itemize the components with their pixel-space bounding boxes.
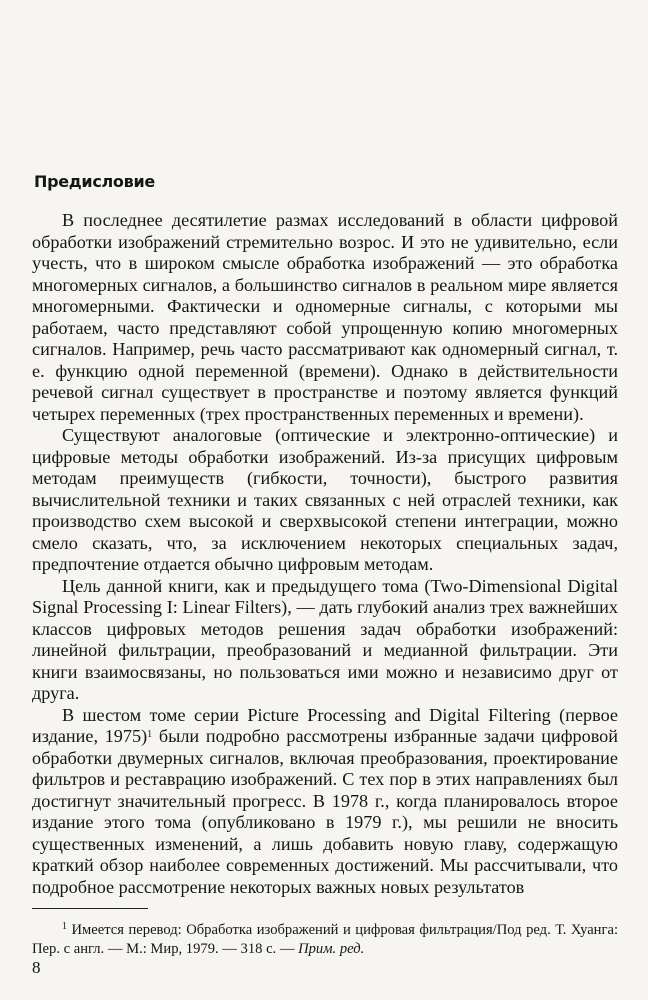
paragraph-4-before-note: В шестом томе серии Picture Processing and Digital Filtering (первое издание, 1975) — [32, 704, 618, 746]
footnote-mark: 1 — [62, 921, 67, 932]
footnote — [32, 921, 618, 959]
page-number: 8 — [32, 958, 41, 977]
paragraph-4-after-note: были подробно рассмотрены избранные задачи цифровой обработки двумерных сигналов, включая преобразования, проектирование фильтров и реставрацию изображений. С тех пор в этих направлениях был достигнут значительный прогресс. В 1978 г., когда планировалось второе издание этого тома (опубликовано в 1979 г.), мы решили не вносить существенных изменений, а лишь добавить новую главу, содержащую краткий обзор наиболее современных достижений. Мы рассчитывали, что подробное рассмотрение некоторых важных новых результатов — [32, 726, 618, 897]
paragraph-1: В последнее десятилетие размах исследований в области цифровой обработки изображений стремительно возрос. И это не удивительно, если учесть, что в широком смысле обработка изображений — это обработка многомерных сигналов, а большинство сигналов в реальном мире является многомерными. Фактически и одномерные сигналы, с которыми мы работаем, часто представляют собой упрощенную копию многомерных сигналов. Например, речь часто рассматривают как одномерный сигнал, т. е. функцию одной переменной (времени). Однако в действительности речевой сигнал существует в пространстве и поэтому является функций четырех переменных (трех пространственных переменных и времени). — [32, 210, 618, 424]
paragraph-3: Цель данной книги, как и предыдущего тома (Two-Dimensional Digital Signal Processing I: Linear Filters), — дать глубокий анализ трех важнейших классов цифровых методов решения задач обработки изображений: линейной фильтрации, преобразований и медианной фильтрации. Эти книги взаимосвязаны, но пользоваться ими можно и независимо друг от друга. — [32, 575, 618, 703]
footnote-reference: 1 — [147, 729, 153, 740]
paragraph-4 — [32, 705, 618, 899]
footnote-editor-note: Прим. ред. — [298, 941, 365, 957]
section-heading: Предисловие — [34, 172, 155, 191]
footnote-text: Имеется перевод: Обработка изображений и цифровая фильтрация/Под ред. Т. Хуанга: Пер. с англ. — М.: Мир, 1979. — 318 с. — — [32, 922, 618, 957]
paragraph-2: Существуют аналоговые (оптические и электронно-оптические) и цифровые методы обработки изображений. Из-за присущих цифровым методам преимуществ (гибкости, точности), быстрого развития вычислительной техники и таких связанных с ней отраслей техники, как производство схем высокой и сверхвысокой степени интеграции, можно смело сказать, что, за исключением некоторых специальных задач, предпочтение отдается обычно цифровым методам. — [32, 425, 618, 574]
body-text — [32, 210, 618, 898]
footnote-divider — [32, 908, 148, 909]
